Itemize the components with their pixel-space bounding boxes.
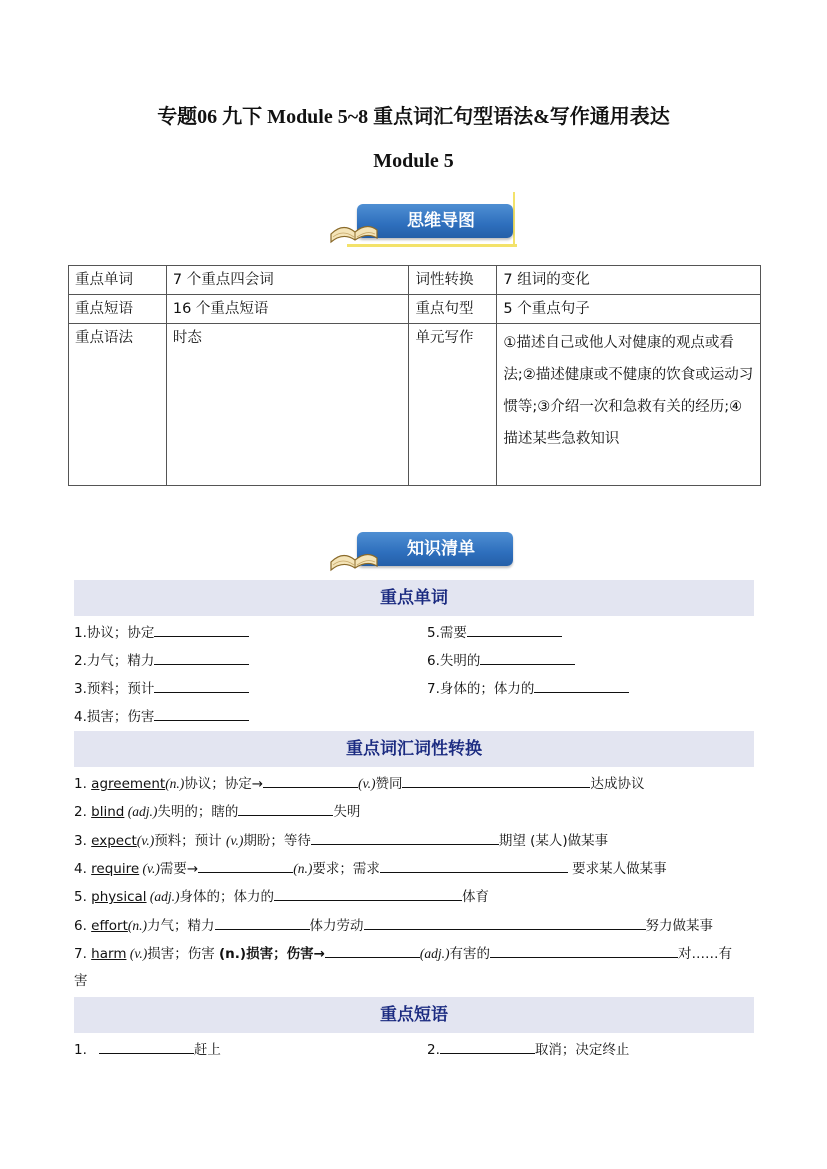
item-number: 3.	[74, 833, 92, 849]
part-of-speech: (n.)	[165, 776, 185, 791]
table-cell: 单元写作	[409, 324, 497, 486]
item-number: 7.	[74, 946, 92, 962]
book-icon	[327, 208, 379, 248]
word-item	[74, 678, 249, 699]
item-number: 1.	[74, 1042, 87, 1058]
phrase-meaning: 赶上	[193, 1042, 221, 1058]
table-cell: 时态	[166, 324, 409, 486]
part-of-speech: (adj.)	[419, 946, 450, 961]
knowledge-banner-label: 知识清单	[357, 532, 513, 566]
meaning: 体育	[462, 889, 490, 905]
meaning: 力气；精力	[147, 918, 215, 934]
word-item	[74, 650, 249, 671]
word-prompt: 4.损害；伤害	[74, 709, 155, 725]
meaning: 赞同	[375, 776, 403, 792]
answer-blank[interactable]	[274, 886, 462, 901]
conversion-item	[74, 886, 489, 907]
part-of-speech: (n.)	[293, 861, 313, 876]
word-prompt: 2.力气；精力	[74, 653, 155, 669]
meaning: 有害的	[449, 946, 491, 962]
meaning: 体力劳动	[309, 918, 364, 934]
meaning: 失明的；瞎的	[157, 804, 239, 820]
word-item	[427, 678, 629, 699]
conversion-item	[74, 830, 608, 851]
conversion-item	[74, 915, 713, 936]
part-of-speech: (v.)	[136, 833, 155, 848]
phrase-item	[74, 1039, 221, 1060]
conversion-item	[74, 801, 360, 822]
word-item	[427, 622, 562, 643]
answer-blank[interactable]	[238, 801, 333, 816]
answer-blank[interactable]	[364, 915, 646, 930]
answer-blank[interactable]	[490, 943, 678, 958]
section-header-phrases: 重点短语	[74, 997, 754, 1033]
key-word: blind	[91, 804, 125, 820]
word-prompt: 3.预料；预计	[74, 681, 155, 697]
meaning: 对……有	[678, 946, 733, 962]
knowledge-banner	[327, 528, 527, 574]
answer-blank[interactable]	[154, 706, 249, 721]
phrase-item	[427, 1039, 629, 1060]
word-item	[74, 706, 249, 727]
page-title: 专题06 九下 Module 5~8 重点词汇句型语法&写作通用表达	[157, 106, 670, 128]
table-row	[69, 324, 761, 486]
section-header-conversion: 重点词汇词性转换	[74, 731, 754, 767]
overview-table	[68, 265, 761, 486]
part-of-speech: (adj.)	[124, 804, 158, 819]
meaning: 需要→	[159, 861, 199, 877]
table-cell: 重点短语	[69, 295, 167, 324]
banner-underline	[347, 244, 517, 247]
answer-blank[interactable]	[467, 622, 562, 637]
answer-blank[interactable]	[380, 858, 568, 873]
meaning: 达成协议	[590, 776, 645, 792]
table-cell: 16 个重点短语	[166, 295, 409, 324]
answer-blank[interactable]	[154, 650, 249, 665]
mindmap-banner-label: 思维导图	[357, 204, 513, 238]
key-word: expect	[91, 833, 137, 849]
answer-blank[interactable]	[311, 830, 499, 845]
table-row	[69, 266, 761, 295]
answer-blank[interactable]	[440, 1039, 535, 1054]
item-number: 4.	[74, 861, 92, 877]
answer-blank[interactable]	[402, 773, 590, 788]
table-cell: 7 个重点四会词	[166, 266, 409, 295]
banner-divider	[513, 192, 515, 246]
answer-blank[interactable]	[99, 1039, 194, 1054]
answer-blank[interactable]	[154, 678, 249, 693]
part-of-speech: (adj.)	[146, 889, 180, 904]
meaning: 失明	[333, 804, 361, 820]
answer-blank[interactable]	[534, 678, 629, 693]
module-title: Module 5	[373, 150, 454, 172]
table-cell: 重点句型	[409, 295, 497, 324]
table-cell: ①描述自己或他人对健康的观点或看法;②描述健康或不健康的饮食或运动习惯等;③介绍一次和急救有关的经历;④描述某些急救知识	[497, 324, 761, 486]
part-of-speech: (v.)	[139, 861, 160, 876]
key-word: require	[91, 861, 140, 877]
item-number: 2.	[427, 1042, 440, 1058]
word-prompt: 5.需要	[427, 625, 467, 641]
part-of-speech: (n.)	[127, 918, 148, 933]
word-item	[74, 622, 249, 643]
meaning-bold: (n.)损害；伤害→	[219, 946, 325, 962]
answer-blank[interactable]	[263, 773, 358, 788]
conversion-item	[74, 858, 667, 879]
part-of-speech: (v.)	[126, 946, 148, 961]
mindmap-banner	[327, 200, 527, 246]
table-cell: 5 个重点句子	[497, 295, 761, 324]
table-cell: 7 组词的变化	[497, 266, 761, 295]
table-cell: 重点单词	[69, 266, 167, 295]
meaning: 身体的；体力的	[179, 889, 275, 905]
answer-blank[interactable]	[215, 915, 310, 930]
meaning: 要求某人做某事	[567, 861, 667, 877]
answer-blank[interactable]	[480, 650, 575, 665]
word-prompt: 6.失明的	[427, 653, 481, 669]
meaning: 协议；协定→	[184, 776, 264, 792]
key-word: effort	[91, 918, 128, 934]
item-number: 1.	[74, 776, 92, 792]
item-number: 5.	[74, 889, 92, 905]
answer-blank[interactable]	[198, 858, 293, 873]
table-cell: 词性转换	[409, 266, 497, 295]
conversion-item	[74, 943, 732, 964]
meaning: 损害；伤害	[147, 946, 219, 962]
conversion-item-continued: 害	[74, 973, 88, 989]
key-word: physical	[91, 889, 147, 905]
conversion-item	[74, 773, 644, 794]
meaning: 要求；需求	[312, 861, 380, 877]
part-of-speech: (v.)	[358, 776, 376, 791]
part-of-speech: (v.)	[225, 833, 244, 848]
phrase-meaning: 取消；决定终止	[534, 1042, 630, 1058]
section-header-words: 重点单词	[74, 580, 754, 616]
answer-blank[interactable]	[325, 943, 420, 958]
key-word: harm	[91, 946, 127, 962]
key-word: agreement	[91, 776, 166, 792]
word-item	[427, 650, 575, 671]
word-prompt: 7.身体的；体力的	[427, 681, 535, 697]
book-icon	[327, 536, 379, 576]
item-number: 2.	[74, 804, 92, 820]
meaning: 努力做某事	[645, 918, 714, 934]
item-number: 6.	[74, 918, 92, 934]
answer-blank[interactable]	[154, 622, 249, 637]
table-row	[69, 295, 761, 324]
word-prompt: 1.协议；协定	[74, 625, 155, 641]
meaning: 期盼；等待	[243, 833, 311, 849]
table-cell: 重点语法	[69, 324, 167, 486]
meaning: 期望 (某人)做某事	[498, 833, 609, 849]
meaning: 预料；预计	[154, 833, 226, 849]
